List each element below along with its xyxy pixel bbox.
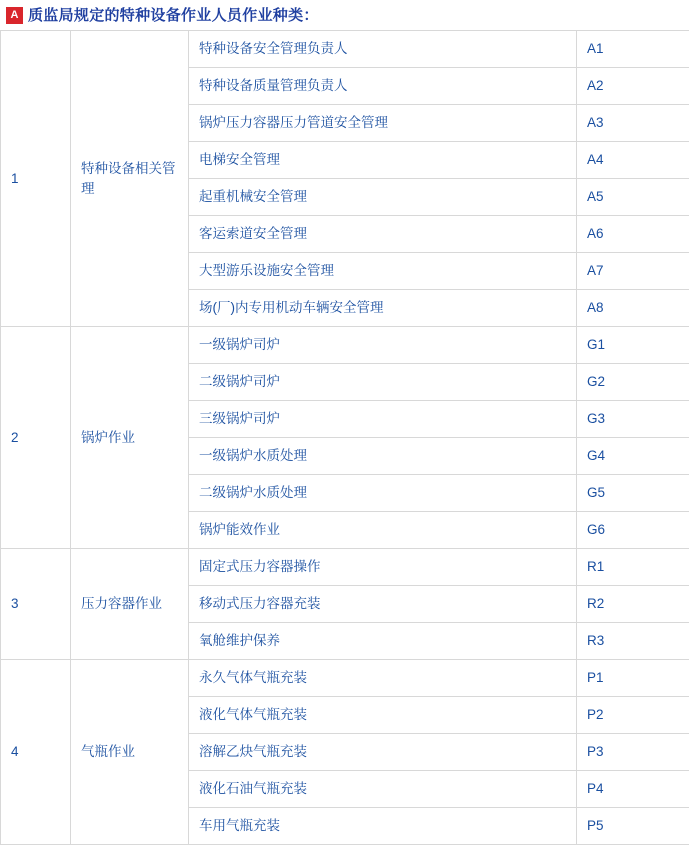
occupation-name-cell: 大型游乐设施安全管理 <box>189 253 577 290</box>
occupation-name-cell: 客运索道安全管理 <box>189 216 577 253</box>
occupation-name-cell: 二级锅炉水质处理 <box>189 475 577 512</box>
group-index-cell: 1 <box>1 31 71 327</box>
table-row <box>1 327 689 364</box>
occupation-name-cell: 场(厂)内专用机动车辆安全管理 <box>189 290 577 327</box>
occupation-code-cell: P5 <box>577 808 689 845</box>
group-index-cell: 4 <box>1 660 71 845</box>
occupation-name-cell: 电梯安全管理 <box>189 142 577 179</box>
occupation-name-cell: 液化石油气瓶充装 <box>189 771 577 808</box>
occupation-code-cell: G4 <box>577 438 689 475</box>
occupation-code-cell: G3 <box>577 401 689 438</box>
occupation-code-cell: A8 <box>577 290 689 327</box>
occupation-name-cell: 一级锅炉司炉 <box>189 327 577 364</box>
occupation-code-cell: G6 <box>577 512 689 549</box>
occupation-code-cell: A4 <box>577 142 689 179</box>
occupation-code-cell: P3 <box>577 734 689 771</box>
table-row <box>1 660 689 697</box>
page-title <box>0 0 689 30</box>
occupation-code-cell: G2 <box>577 364 689 401</box>
group-category-cell: 气瓶作业 <box>71 660 189 845</box>
occupation-name-cell: 二级锅炉司炉 <box>189 364 577 401</box>
occupation-name-cell: 氧舱维护保养 <box>189 623 577 660</box>
occupation-name-cell: 三级锅炉司炉 <box>189 401 577 438</box>
occupation-code-cell: A7 <box>577 253 689 290</box>
occupation-code-cell: A5 <box>577 179 689 216</box>
occupation-code-cell: A3 <box>577 105 689 142</box>
occupation-name-cell: 特种设备安全管理负责人 <box>189 31 577 68</box>
occupation-code-cell: P2 <box>577 697 689 734</box>
table-row <box>1 31 689 68</box>
occupation-code-cell: A2 <box>577 68 689 105</box>
occupation-name-cell: 液化气体气瓶充装 <box>189 697 577 734</box>
table-body <box>1 31 689 845</box>
occupation-code-cell: G1 <box>577 327 689 364</box>
group-category-cell: 特种设备相关管理 <box>71 31 189 327</box>
occupation-name-cell: 一级锅炉水质处理 <box>189 438 577 475</box>
occupation-code-cell: P4 <box>577 771 689 808</box>
occupation-name-cell: 移动式压力容器充装 <box>189 586 577 623</box>
occupation-name-cell: 锅炉压力容器压力管道安全管理 <box>189 105 577 142</box>
table-row <box>1 549 689 586</box>
group-index-cell: 3 <box>1 549 71 660</box>
occupation-name-cell: 起重机械安全管理 <box>189 179 577 216</box>
occupation-code-cell: A1 <box>577 31 689 68</box>
group-category-cell: 压力容器作业 <box>71 549 189 660</box>
occupation-name-cell: 固定式压力容器操作 <box>189 549 577 586</box>
section-badge-icon: A <box>6 7 23 24</box>
occupation-code-cell: R3 <box>577 623 689 660</box>
occupation-name-cell: 特种设备质量管理负责人 <box>189 68 577 105</box>
group-index-cell: 2 <box>1 327 71 549</box>
occupation-code-cell: R1 <box>577 549 689 586</box>
page-title-text: 质监局规定的特种设备作业人员作业种类： <box>28 7 319 24</box>
group-category-cell: 锅炉作业 <box>71 327 189 549</box>
occupation-code-cell: A6 <box>577 216 689 253</box>
occupation-code-cell: P1 <box>577 660 689 697</box>
occupation-name-cell: 锅炉能效作业 <box>189 512 577 549</box>
occupation-name-cell: 车用气瓶充装 <box>189 808 577 845</box>
occupation-name-cell: 溶解乙炔气瓶充装 <box>189 734 577 771</box>
occupation-name-cell: 永久气体气瓶充装 <box>189 660 577 697</box>
occupation-code-cell: G5 <box>577 475 689 512</box>
occupation-code-cell: R2 <box>577 586 689 623</box>
occupation-categories-table <box>0 30 689 845</box>
